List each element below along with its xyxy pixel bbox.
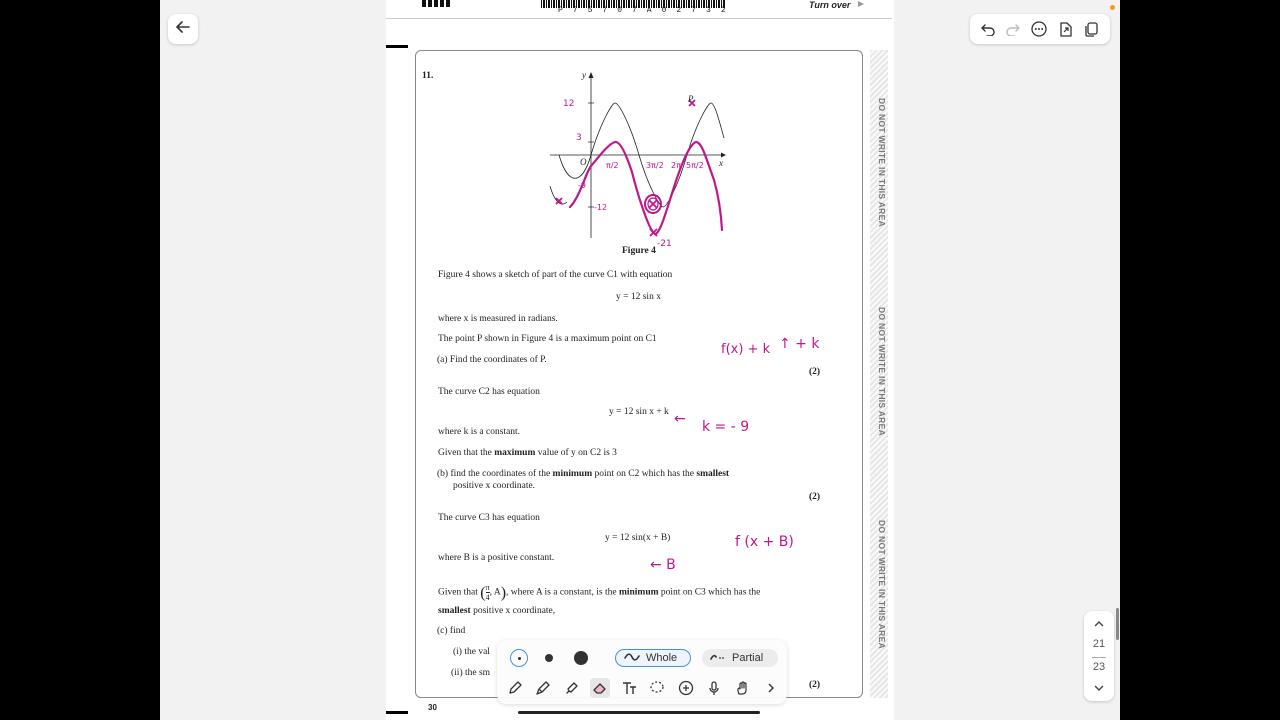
y-tick-neg9: -9	[578, 181, 586, 190]
handwritten-up-k: ↑ + k	[779, 336, 820, 352]
figure-caption: Figure 4	[622, 246, 656, 256]
divider	[1092, 657, 1106, 658]
stroke-size-small[interactable]	[510, 649, 528, 667]
y-tick-3: 3	[576, 133, 582, 143]
x-tick-3pi-2: 3π/2	[646, 161, 664, 170]
smallest-line: smallest positive x coordinate,	[438, 606, 556, 616]
point-p-line: The point P shown in Figure 4 is a maximum point on C1	[438, 334, 657, 344]
pdf-annotation-app	[160, 0, 1120, 720]
erase-partial-button[interactable]	[702, 649, 778, 667]
page-corner-marks	[422, 0, 452, 7]
barcode-number: P 7 5 7 0 7 A 0 2 7 3 2	[558, 6, 729, 15]
total-page-number: 23	[1092, 661, 1106, 673]
turn-over-arrow-icon	[858, 1, 864, 7]
scroll-thumb[interactable]	[1116, 608, 1119, 640]
erase-whole-button[interactable]	[615, 649, 691, 667]
pen-icon[interactable]	[505, 678, 525, 698]
pdf-page[interactable]	[386, 0, 894, 720]
question-number: 11.	[422, 71, 434, 81]
pen-tool-palette	[497, 640, 787, 704]
stroke-size-medium[interactable]	[545, 654, 553, 662]
arrow-left-icon	[176, 20, 190, 39]
k-line: where k is a constant.	[438, 427, 521, 437]
point-p-label: P	[688, 94, 694, 104]
part-c-i: (i) the val	[453, 647, 490, 657]
radians-line: where x is measured in radians.	[438, 314, 558, 324]
copy-icon[interactable]	[1084, 22, 1099, 37]
intro-line: Figure 4 shows a sketch of part of the curve C1 with equation	[438, 270, 673, 280]
undo-icon[interactable]	[981, 22, 995, 36]
chevron-right-icon[interactable]	[761, 678, 781, 698]
redo-icon[interactable]	[1006, 22, 1020, 36]
partial-label: Partial	[732, 652, 764, 664]
page-number: 30	[428, 703, 437, 712]
given-c-line: Given that ( $\frac{\pi}{4}$ , A), where A is a constant, is the minimum point on C3 which has the	[438, 583, 761, 602]
do-not-write-label: DO NOT WRITE IN THIS AREA	[877, 307, 887, 437]
add-icon[interactable]	[676, 678, 696, 698]
part-c-ii: (ii) the sm	[451, 668, 491, 678]
equation-c3: y = 12 sin(x + B)	[605, 533, 671, 543]
more-icon[interactable]	[1031, 21, 1047, 37]
whole-label: Whole	[646, 652, 678, 664]
handwritten-k-value: k = - 9	[702, 419, 750, 435]
part-a: (a) Find the coordinates of P.	[437, 355, 547, 365]
text-icon[interactable]	[619, 678, 639, 698]
min-value-label: -21	[657, 239, 672, 249]
eraser-icon[interactable]	[590, 678, 610, 698]
handwritten-arrow-b: ← B	[650, 557, 676, 573]
lasso-icon[interactable]	[647, 678, 667, 698]
microphone-icon[interactable]	[704, 678, 724, 698]
current-page-number: 21	[1092, 638, 1106, 650]
x-tick-pi-2: π/2	[606, 161, 619, 170]
y-tick-12: 12	[563, 99, 575, 109]
tool-row	[505, 678, 781, 698]
x-tick-2pi: 2π	[671, 161, 681, 170]
handwritten-f-x-plus-b: f (x + B)	[735, 534, 794, 550]
marks-c: (2)	[809, 680, 821, 690]
b-line: where B is a positive constant.	[438, 553, 555, 563]
part-b: (b) find the coordinates of the minimum point on C2 which has the smallest	[437, 469, 730, 479]
given-max-line: Given that the maximum value of y on C2 is 3	[438, 448, 617, 458]
notification-dot	[1110, 5, 1115, 10]
c2-line: The curve C2 has equation	[438, 387, 540, 397]
back-button[interactable]	[168, 14, 198, 44]
highlighter-icon[interactable]	[562, 678, 582, 698]
export-icon[interactable]	[1058, 22, 1073, 37]
page-edge-mark	[386, 711, 408, 714]
chevron-down-icon[interactable]	[1093, 683, 1105, 695]
c3-line: The curve C3 has equation	[438, 513, 540, 523]
equation-c1: y = 12 sin x	[616, 292, 661, 302]
x-axis-label: x	[719, 158, 723, 168]
part-b-line-2: positive x coordinate.	[453, 481, 536, 491]
equation-c2: y = 12 sin x + k	[609, 407, 669, 417]
hand-draw-icon[interactable]	[733, 678, 753, 698]
y-tick-neg12: -12	[594, 203, 608, 212]
page-indicator[interactable]	[1084, 611, 1114, 701]
x-tick-5pi-2: 5π/2	[686, 161, 704, 170]
marks-b: (2)	[809, 492, 821, 502]
origin-label: O	[580, 157, 587, 167]
page-edge-mark	[386, 45, 408, 48]
handwritten-arrow: ←	[674, 411, 686, 427]
divider	[386, 18, 892, 19]
chevron-up-icon[interactable]	[1093, 619, 1105, 631]
dotted-wave-icon	[710, 652, 726, 664]
part-c: (c) find	[437, 626, 466, 636]
y-axis-label: y	[582, 70, 586, 80]
page-scroll-bar[interactable]	[518, 711, 760, 714]
fountain-pen-icon[interactable]	[533, 678, 553, 698]
figure-4-graph	[546, 62, 746, 252]
handwritten-fx-plus-k: f(x) + k	[721, 342, 771, 357]
do-not-write-label: DO NOT WRITE IN THIS AREA	[877, 98, 887, 228]
document-toolbar	[970, 14, 1110, 44]
do-not-write-label: DO NOT WRITE IN THIS AREA	[877, 520, 887, 650]
turn-over-label: Turn over	[809, 0, 851, 10]
wave-icon	[624, 652, 640, 664]
stroke-size-large[interactable]	[574, 651, 588, 665]
marks-a: (2)	[809, 367, 821, 377]
